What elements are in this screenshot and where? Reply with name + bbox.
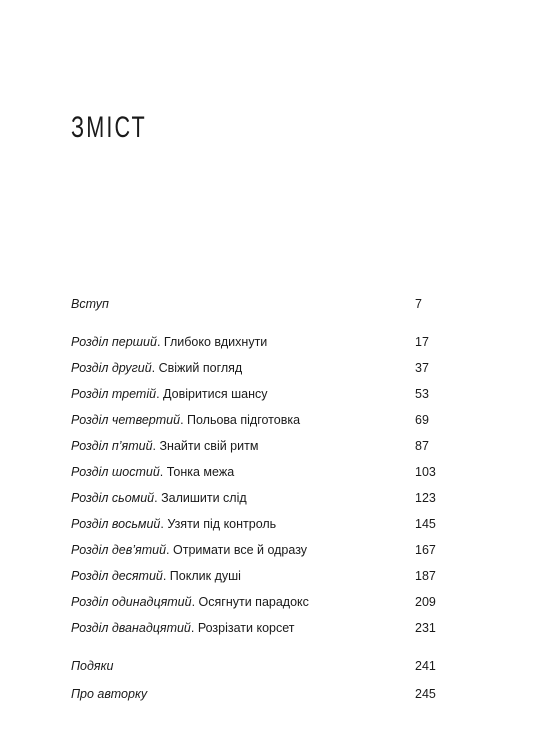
toc-entry-title: . Отримати все й одразу [166, 543, 308, 557]
toc-entry-page: 53 [415, 387, 429, 401]
toc-entry-chapter-5[interactable] [71, 436, 441, 456]
toc-entry-label [71, 332, 267, 352]
toc-entry-page: 145 [415, 517, 436, 531]
toc-entry-label [71, 488, 247, 508]
toc-entry-chapter-9[interactable] [71, 540, 441, 560]
toc-entry-title: . Глибоко вдихнути [156, 335, 268, 349]
toc-entry-prefix: Про авторку [71, 687, 148, 701]
toc-entry-prefix: Подяки [71, 659, 114, 673]
toc-entry-page: 167 [415, 543, 436, 557]
toc-entry-about-author[interactable] [71, 684, 441, 704]
toc-entry-label [71, 618, 295, 638]
toc-entry-page: 245 [415, 687, 436, 701]
toc-entry-label [71, 656, 113, 676]
toc-entry-title: . Довіритися шансу [156, 387, 268, 401]
toc-entry-acknowledgements[interactable] [71, 656, 441, 676]
toc-entry-chapter-11[interactable] [71, 592, 441, 612]
toc-entry-title: . Поклик душі [162, 569, 241, 583]
toc-entry-chapter-2[interactable] [71, 358, 441, 378]
toc-entry-prefix: Розділ третій [71, 387, 157, 401]
toc-entry-label [71, 462, 234, 482]
toc-entry-prefix: Розділ другий [71, 361, 152, 375]
toc-entry-title: . Осягнути парадокс [191, 595, 309, 609]
toc-entry-label [71, 410, 300, 430]
page-title: ЗМІСТ [71, 111, 147, 144]
toc-entry-label [71, 592, 309, 612]
toc-entry-page: 87 [415, 439, 429, 453]
toc-entry-label [71, 294, 109, 314]
toc-entry-chapter-10[interactable] [71, 566, 441, 586]
toc-entry-page: 241 [415, 659, 436, 673]
toc-entry-prefix: Розділ четвертий [71, 413, 181, 427]
toc-entry-page: 187 [415, 569, 436, 583]
toc-entry-prefix: Розділ десятий [71, 569, 163, 583]
toc-entry-prefix: Розділ перший [71, 335, 157, 349]
toc-entry-label [71, 684, 147, 704]
toc-entry-page: 209 [415, 595, 436, 609]
toc-entry-chapter-4[interactable] [71, 410, 441, 430]
toc-entry-chapter-8[interactable] [71, 514, 441, 534]
table-of-contents [71, 0, 441, 734]
toc-entry-page: 69 [415, 413, 429, 427]
toc-entry-label [71, 514, 276, 534]
toc-entry-chapter-3[interactable] [71, 384, 441, 404]
toc-entry-chapter-1[interactable] [71, 332, 441, 352]
toc-entry-page: 7 [415, 297, 422, 311]
toc-entry-prefix: Розділ одинадцятий [71, 595, 192, 609]
toc-entry-label [71, 358, 242, 378]
toc-entry-page: 103 [415, 465, 436, 479]
toc-entry-page: 123 [415, 491, 436, 505]
toc-entry-title: . Свіжий погляд [151, 361, 243, 375]
toc-entry-label [71, 540, 307, 560]
toc-entry-title: . Знайти свій ритм [152, 439, 259, 453]
toc-entry-prefix: Розділ восьмий [71, 517, 161, 531]
toc-entry-label [71, 384, 268, 404]
toc-entry-title: . Польова підготовка [180, 413, 301, 427]
toc-entry-prefix: Розділ дванадцятий [71, 621, 191, 635]
toc-entry-title: . Залишити слід [154, 491, 247, 505]
toc-entry-chapter-12[interactable] [71, 618, 441, 638]
toc-entry-intro[interactable] [71, 294, 441, 314]
toc-entry-prefix: Розділ шостий [71, 465, 160, 479]
toc-entry-prefix: Розділ дев’ятий [71, 543, 167, 557]
toc-entry-page: 37 [415, 361, 429, 375]
toc-entry-title: . Розрізати корсет [190, 621, 295, 635]
toc-entry-title: . Тонка межа [159, 465, 235, 479]
toc-entry-prefix: Вступ [71, 297, 109, 311]
toc-entry-prefix: Розділ п’ятий [71, 439, 153, 453]
toc-entry-title: . Узяти під контроль [160, 517, 277, 531]
toc-entry-prefix: Розділ сьомий [71, 491, 155, 505]
toc-entry-label [71, 436, 258, 456]
toc-entry-chapter-7[interactable] [71, 488, 441, 508]
toc-entry-label [71, 566, 241, 586]
toc-entry-page: 231 [415, 621, 436, 635]
toc-entry-chapter-6[interactable] [71, 462, 441, 482]
toc-entry-page: 17 [415, 335, 429, 349]
